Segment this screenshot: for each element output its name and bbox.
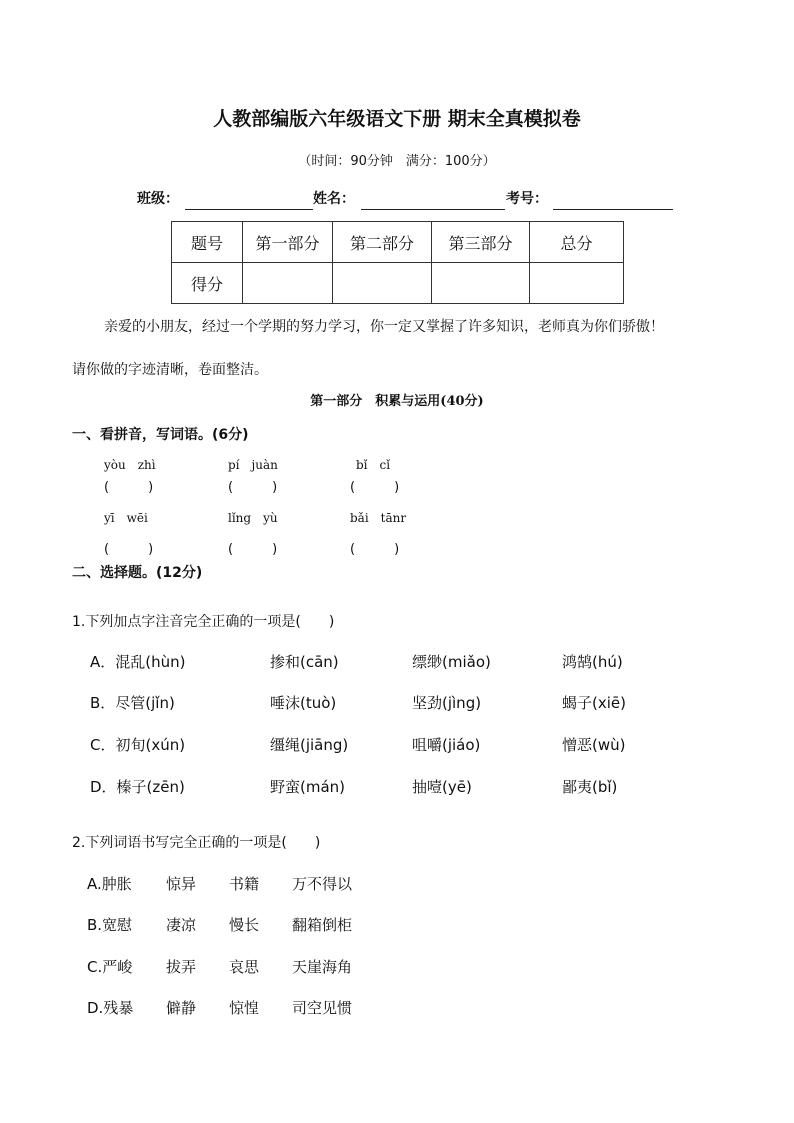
option-word: 坚劲(jìng)	[412, 694, 482, 712]
score-table-header: 第二部分	[333, 222, 432, 263]
score-table-header: 总分	[530, 222, 624, 263]
pinyin-item: bǐ cǐ	[356, 458, 391, 472]
score-cell[interactable]	[432, 263, 530, 304]
option-d[interactable]: D．榛子(zēn)	[90, 778, 185, 796]
q2-item2-stem: 2.下列词语书写完全正确的一项是( )	[72, 835, 321, 851]
option-word: 司空见惯	[292, 999, 353, 1017]
option-word: 唾沫(tuò)	[270, 694, 337, 712]
score-cell[interactable]	[333, 263, 432, 304]
option-word: 慢长	[229, 916, 260, 934]
score-table-header: 第一部分	[243, 222, 333, 263]
score-table-header: 第三部分	[432, 222, 530, 263]
page-title: 人教部编版六年级语文下册 期末全真模拟卷	[213, 108, 581, 130]
option-word: 拔弄	[166, 958, 197, 976]
answer-blank[interactable]: ( )	[228, 542, 278, 557]
class-label: 班级：	[137, 191, 179, 207]
pinyin-item: yòu zhì	[104, 458, 156, 472]
q1-heading: 一、看拼音，写词语。(6分)	[72, 427, 249, 443]
option-word: 缰绳(jiāng)	[270, 736, 349, 754]
option-word: 咀嚼(jiáo)	[412, 736, 481, 754]
class-field[interactable]	[185, 191, 313, 210]
answer-blank[interactable]: ( )	[350, 542, 400, 557]
name-label: 姓名：	[313, 191, 355, 207]
option-b[interactable]: B.宽慰	[87, 916, 133, 934]
score-cell[interactable]	[530, 263, 624, 304]
score-row-label: 得分	[172, 263, 243, 304]
option-word: 抽噎(yē)	[412, 778, 472, 796]
score-cell[interactable]	[243, 263, 333, 304]
pinyin-item: pí juàn	[228, 458, 278, 472]
option-word: 惊惶	[229, 999, 260, 1017]
q2-heading: 二、选择题。(12分)	[72, 565, 203, 581]
option-word: 鄙夷(bǐ)	[562, 778, 618, 796]
option-word: 鸿鹄(hú)	[562, 653, 623, 671]
intro-line-2: 请你做的字迹清晰，卷面整洁。	[72, 362, 268, 378]
score-table-header: 题号	[172, 222, 243, 263]
option-b[interactable]: B．尽管(jǐn)	[90, 694, 175, 712]
option-word: 翻箱倒柜	[292, 916, 353, 934]
answer-blank[interactable]: ( )	[228, 480, 278, 495]
option-d[interactable]: D.残暴	[87, 999, 134, 1017]
option-word: 憎恶(wù)	[562, 736, 626, 754]
option-word: 掺和(cān)	[270, 653, 339, 671]
option-a[interactable]: A．混乱(hùn)	[90, 653, 186, 671]
pinyin-item: bǎi tānr	[350, 511, 407, 525]
name-field[interactable]	[361, 191, 505, 210]
option-word: 书籍	[229, 875, 260, 893]
option-word: 野蛮(mán)	[270, 778, 346, 796]
score-table-header-row	[172, 222, 624, 263]
option-c[interactable]: C．初旬(xún)	[90, 736, 186, 754]
option-word: 缥缈(miǎo)	[412, 653, 491, 671]
pinyin-item: lǐng yù	[228, 511, 278, 525]
answer-blank[interactable]: ( )	[104, 480, 154, 495]
answer-blank[interactable]: ( )	[350, 480, 400, 495]
option-word: 天崖海角	[292, 958, 353, 976]
exam-number-field[interactable]	[553, 191, 673, 210]
exam-number-label: 考号：	[506, 191, 548, 207]
exam-duration-note: （时间：90分钟 满分：100分）	[298, 154, 496, 169]
option-word: 万不得以	[292, 875, 353, 893]
score-table-row	[172, 263, 624, 304]
q2-item1-stem: 1.下列加点字注音完全正确的一项是( )	[72, 614, 335, 630]
option-word: 僻静	[166, 999, 197, 1017]
part1-heading: 第一部分 积累与运用(40分)	[310, 394, 484, 409]
option-word: 惊异	[166, 875, 197, 893]
answer-blank[interactable]: ( )	[104, 542, 154, 557]
option-word: 凄凉	[166, 916, 197, 934]
option-word: 蝎子(xiē)	[562, 694, 626, 712]
option-c[interactable]: C.严峻	[87, 958, 133, 976]
option-word: 哀思	[229, 958, 260, 976]
pinyin-item: yī wēi	[104, 511, 148, 525]
score-table	[171, 221, 624, 304]
intro-line-1: 亲爱的小朋友，经过一个学期的努力学习，你一定又掌握了许多知识，老师真为你们骄傲！	[104, 319, 664, 335]
option-a[interactable]: A.肿胀	[87, 875, 132, 893]
